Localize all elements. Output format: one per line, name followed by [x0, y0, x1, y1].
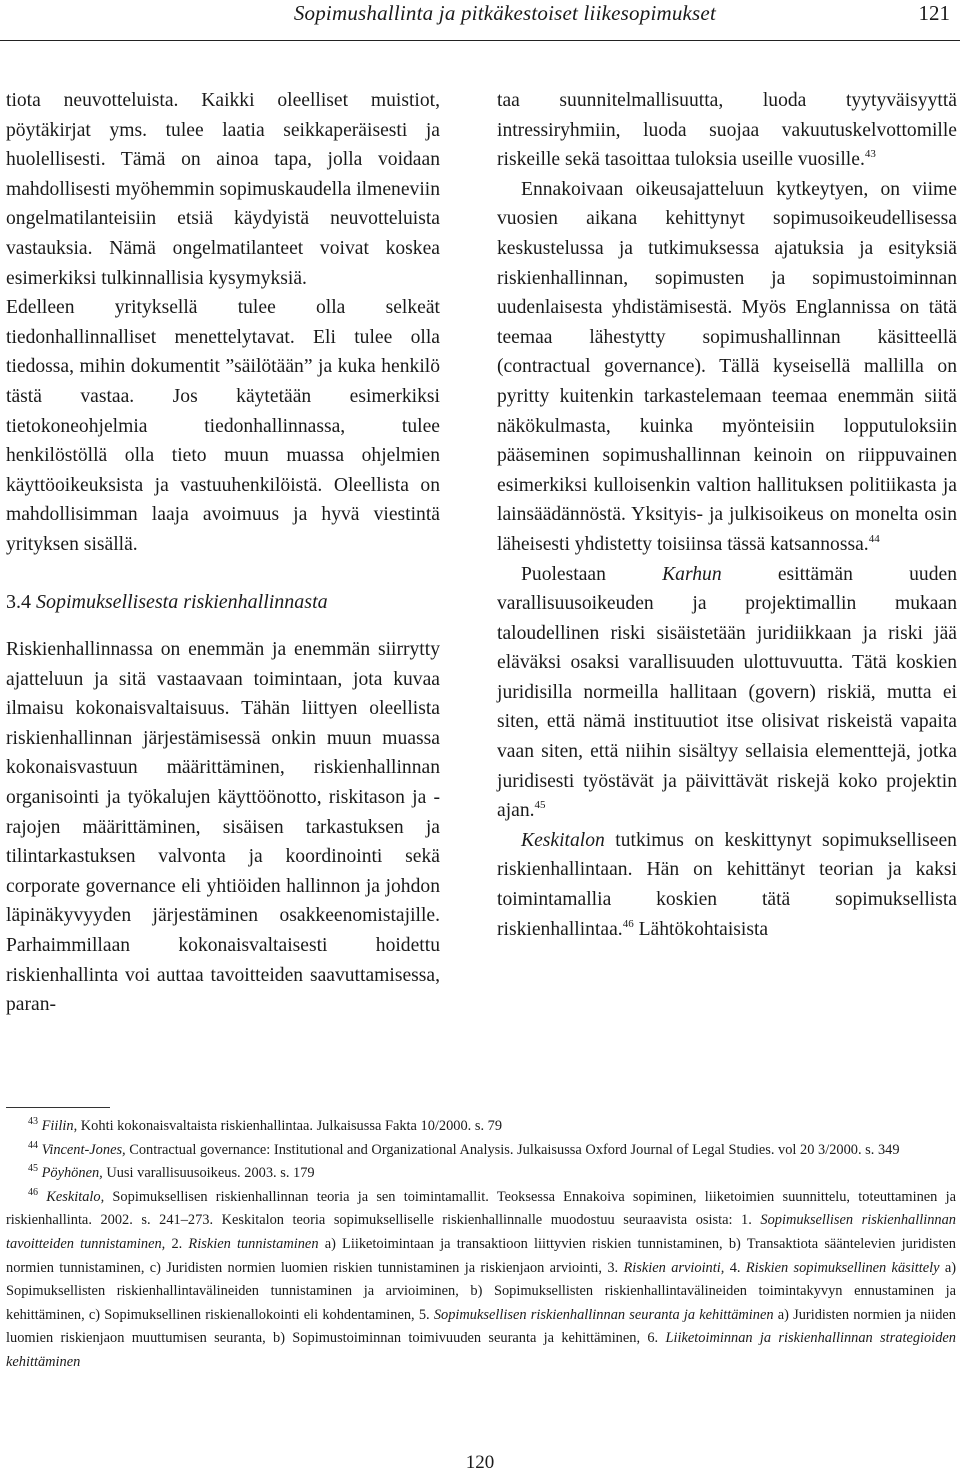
footnote-ref-45[interactable]: 45: [534, 799, 546, 812]
left-column: [6, 86, 440, 1020]
footnote-text: Contractual governance: Institutional and Organizational Analysis. Julkaisussa Oxford Journal of Legal Studies. vol 20 3/2000. s. 349: [125, 1141, 900, 1158]
footnote-rule: [6, 1107, 110, 1108]
right-paragraph-4: [497, 826, 957, 944]
running-header-title: Sopimushallinta ja pitkäkestoiset liikesopimukset: [293, 1, 716, 25]
right-paragraph-3-text: esittämän uuden varallisuusoikeuden ja projektimallin mukaan taloudellinen riski sisäistetään juridiikkaan ja riski jää eläväksi osaksi varallisuuden ulottuvuutta. Tätä koskien juridisilla normeilla hallitaan (govern) riskiä, mutta ei siten, että nämä instituutiot itse olisivat riskeistä vapaita vaan siten, että niihin sisältyy sellaisia elementtejä, jotka juridisesti työstävät ja päivittävät riskejä koko projektin ajan.: [497, 563, 957, 822]
footnote-text: 4.: [724, 1259, 741, 1276]
right-paragraph-4-tail: Lähtökohtaisista: [638, 918, 769, 940]
footnote-text: a) Sopimuksellisten riskienhallintavälineiden tunnistaminen ja arvioiminen, b) Sopimuksellisten riskienhallintavälineiden toimintakyvyn ennustaminen ja kehittäminen, c) Sopimuksellinen riskienallokointi eli kohdentaminen, 5.: [6, 1259, 957, 1323]
footnote-43: [6, 1115, 956, 1139]
footnote-text: 2.: [165, 1235, 183, 1252]
footnote-number: 45: [28, 1163, 38, 1175]
section-heading-number: 3.4: [6, 590, 31, 613]
footnote-45: [6, 1162, 956, 1186]
right-paragraph-1: [497, 86, 957, 175]
footnote-italic: Riskien tunnistaminen: [182, 1235, 319, 1252]
right-paragraph-2: [497, 175, 957, 560]
footnote-text: , Kohti kokonaisvaltaista riskienhallintaa. Julkaisussa Fakta 10/2000. s. 79: [73, 1118, 503, 1134]
footnote-number: 43: [28, 1116, 38, 1127]
right-paragraph-2-text: Ennakoivaan oikeusajatteluun kytkeytyen, on viime vuosien aikana kehittynyt sopimusoikeudellisessa keskustelussa ja tutkimuksessa ajatuksia ja esityksiä riskienhallinnan, sopimusten ja sopimustoiminnan uudenlaisesta yhdistämisestä. Myös Englannissa on tätä teemaa lähestytty sopimushallinnan käsitteellä (contractual governance). Tällä kyseisellä mallilla on pyritty kuitenkin tarkastelemaan teemaa enemmän siitä näkökulmasta, kuinka myönteisiin lopputuloksiin pääseminen sopimushallinnan keinoin on riippuvainen esimerkiksi kulloisenkin valtion hallituksen politiikasta ja lainsäädännöstä. Yksityis- ja julkisoikeus on monelta osin läheisesti yhdistetty toisiinsa tässä katsannossa.: [497, 178, 957, 555]
running-header: [0, 0, 960, 41]
footnote-author: Vincent-Jones,: [41, 1141, 126, 1158]
footnote-italic: Sopimuksellisen riskienhallinnan tavoitteiden tunnistaminen,: [6, 1212, 956, 1252]
right-paragraph-3-pre: Puolestaan: [521, 563, 606, 585]
footnote-ref-44[interactable]: 44: [868, 532, 880, 545]
section-heading: [6, 588, 440, 618]
footnote-author: Fiilin: [41, 1118, 74, 1134]
footnote-italic: Sopimuksellisen riskienhallinnan seuranta ja kehittäminen: [429, 1306, 774, 1323]
footnote-text: a) Juridisten normien ja niiden luomien riskienjaon muuttumisen seuranta, b) Sopimustoiminnan toimivuuden seuranta ja kehittäminen, 6.: [6, 1306, 956, 1347]
footnote-text: Uusi varallisuusoikeus. 2003. s. 179: [102, 1165, 315, 1182]
footnote-44: [6, 1139, 956, 1163]
footnote-text: a) Liiketoimintaan ja transaktioon liittyvien riskien tunnistaminen, b) Transaktiota sääntelevien juridisten normien tunnistaminen, c) Juridisten normien luomien riskien tunnistaminen ja riskienjaon arviointi, 3.: [6, 1235, 956, 1276]
footnote-ref-43[interactable]: 43: [864, 148, 876, 161]
left-paragraph-3: Riskienhallinnassa on enemmän ja enemmän siirrytty ajatteluun ja sitä vastaavaan toimintaan, jota kuvaa ilmaisu kokonaisvaltaisuus. Tähän liittyen oleellista riskienhallinnan järjestämisessä onkin muun muassa kokonaisvastuun määrittäminen, riskienhallinnan organisointi ja työkalujen käyttöönotto, riskitason ja -rajojen määrittäminen, sisäisen tarkastuksen ja tilintarkastuksen valvonta ja koordinointi sekä corporate governance eli yhtiöiden hallinnon ja johdon läpinäkyvyyden järjestäminen osakkeenomistajille. Parhaimmillaan kokonaisvaltaisesti hoidettu riskienhallinta voi auttaa tavoitteiden saavuttamisessa, paran-: [6, 639, 440, 1016]
footnote-46: [6, 1186, 956, 1375]
page-footer-number: 120: [465, 1452, 495, 1473]
footnotes: [6, 1115, 956, 1375]
left-paragraph-1: tiota neuvotteluista. Kaikki oleelliset muistiot, pöytäkirjat yms. tulee laatia seikkaperäisesti ja huolellisesti. Tämä on ainoa tapa, jolla voidaan mahdollisesti myöhemmin sopimuskaudella ilmeneviin ongelmatilanteisiin etsiä käydyistä neuvotteluista vastauksia. Nämä ongelmatilanteet voivat koskea esimerkiksi tulkinnallisia kysymyksiä.: [6, 90, 440, 289]
running-header-page-number: 121: [918, 1, 950, 25]
left-paragraph-2: Edelleen yrityksellä tulee olla selkeät tiedonhallinnalliset menettelytavat. Eli tulee olla tiedossa, mihin dokumentit ”säilötään” ja kuka henkilö tästä vastaa. Jos käytetään esimerkiksi tietokoneohjelmia tiedonhallinnassa, tulee henkilöstöllä olla tieto muun muassa ohjelmien käyttöoikeuksista ja vastuuhenkilöistä. Oleellista on mahdollisimman laaja avoimuus ja hyvä viestintä yrityksen sisällä.: [6, 297, 440, 555]
right-paragraph-1-text: taa suunnitelmallisuutta, luoda tyytyväisyyttä intressiryhmiin, luoda suojaa vakuutuskelvottomille riskeille sekä tasoittaa tuloksia useille vuosille.: [497, 90, 957, 171]
right-paragraph-4-text: tutkimus on keskittynyt sopimukselliseen riskienhallintaan. Hän on kehittänyt teorian ja kaksi toimintamallia koskien tätä sopimuksellista riskienhallintaa.: [497, 829, 957, 940]
right-paragraph-4-name: Keskitalon: [521, 829, 605, 851]
footnote-author: Keskitalo,: [46, 1188, 105, 1205]
footnote-ref-46[interactable]: 46: [622, 917, 634, 930]
right-paragraph-3: [497, 560, 957, 826]
footnote-number: 44: [28, 1139, 38, 1151]
footnote-italic: Riskien sopimuksellinen käsittely: [740, 1259, 940, 1276]
footnote-italic: Liiketoiminnan ja riskienhallinnan strategioiden kehittäminen: [6, 1330, 956, 1370]
footnote-author: Pöyhönen,: [41, 1165, 103, 1182]
footnote-italic: Riskien arviointi,: [618, 1259, 725, 1276]
footnote-text: Sopimuksellisen riskienhallinnan teoria ja sen toimintamallit. Teoksessa Ennakoiva sopiminen, liiketoimien suunnittelu, toteuttaminen ja riskienhallinta. 2002. s. 241–273. Keskitalon teoria sopimukselliselle riskienhallinnalle muodostuu seuraavista osista: 1.: [6, 1188, 956, 1229]
right-column: [497, 86, 957, 944]
section-heading-text: Sopimuksellisesta riskienhallinnasta: [36, 590, 328, 613]
footnote-number: 46: [28, 1186, 38, 1198]
right-paragraph-3-name: Karhun: [662, 563, 722, 585]
